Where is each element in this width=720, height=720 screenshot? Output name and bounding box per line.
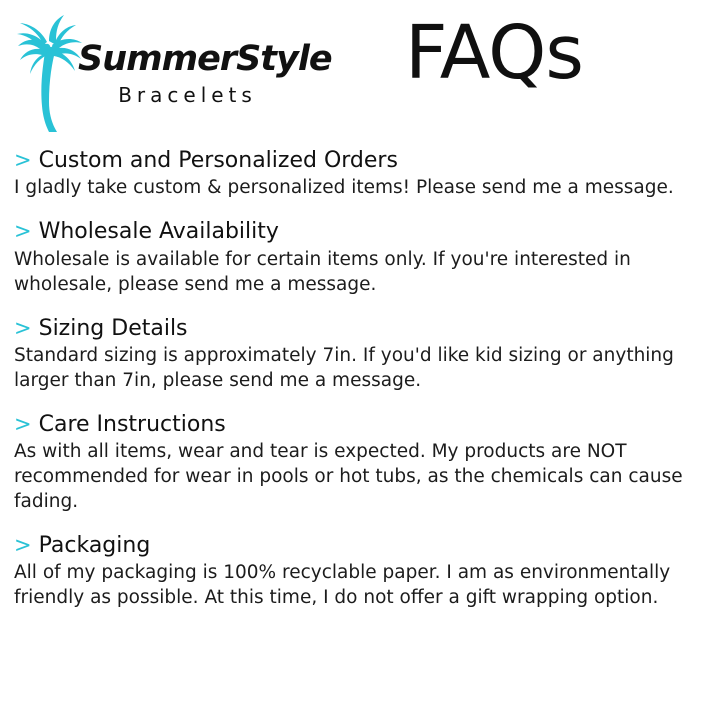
chevron-right-icon: > [14, 219, 32, 244]
brand-wordmark [78, 39, 332, 107]
palm-tree-icon [16, 14, 84, 134]
page-header [0, 0, 720, 140]
faq-item [14, 148, 704, 201]
faq-question [14, 316, 704, 341]
faq-question-label: Care Instructions [38, 411, 226, 437]
chevron-right-icon: > [14, 532, 32, 557]
faq-answer: I gladly take custom & personalized items! Please send me a message. [14, 177, 674, 199]
chevron-right-icon: > [14, 315, 32, 340]
faq-item [14, 412, 704, 515]
faq-question-label: Wholesale Availability [38, 219, 279, 245]
brand-name-part1: Summer [78, 39, 237, 79]
faq-question-label: Custom and Personalized Orders [38, 148, 398, 173]
brand-subtitle: Bracelets [118, 83, 257, 107]
faq-question-label: Packaging [38, 532, 151, 558]
faq-question-label: Sizing Details [38, 315, 188, 341]
faq-question [14, 219, 704, 244]
faq-item [14, 533, 704, 611]
faq-question [14, 148, 704, 173]
brand-name [78, 39, 332, 79]
faq-question [14, 412, 704, 437]
faq-answer: As with all items, wear and tear is expected. My products are NOT recommended for wear in pools or hot tubs, as the chemicals can cause fading. [14, 441, 683, 512]
faq-answer: Standard sizing is approximately 7in. If you'd like kid sizing or anything larger than 7in, please send me a message. [14, 344, 674, 391]
faq-item [14, 316, 704, 394]
faq-answer: All of my packaging is 100% recyclable paper. I am as environmentally friendly as possible. At this time, I do not offer a gift wrapping option. [14, 562, 671, 609]
brand-logo [10, 14, 332, 134]
faq-item [14, 219, 704, 297]
chevron-right-icon: > [14, 148, 32, 172]
faq-list [0, 140, 720, 611]
faq-question [14, 533, 704, 558]
faq-answer: Wholesale is available for certain items only. If you're interested in wholesale, please send me a message. [14, 248, 631, 295]
page-title: FAQs [405, 10, 583, 96]
brand-name-part2: Style [236, 39, 332, 79]
chevron-right-icon: > [14, 411, 32, 436]
